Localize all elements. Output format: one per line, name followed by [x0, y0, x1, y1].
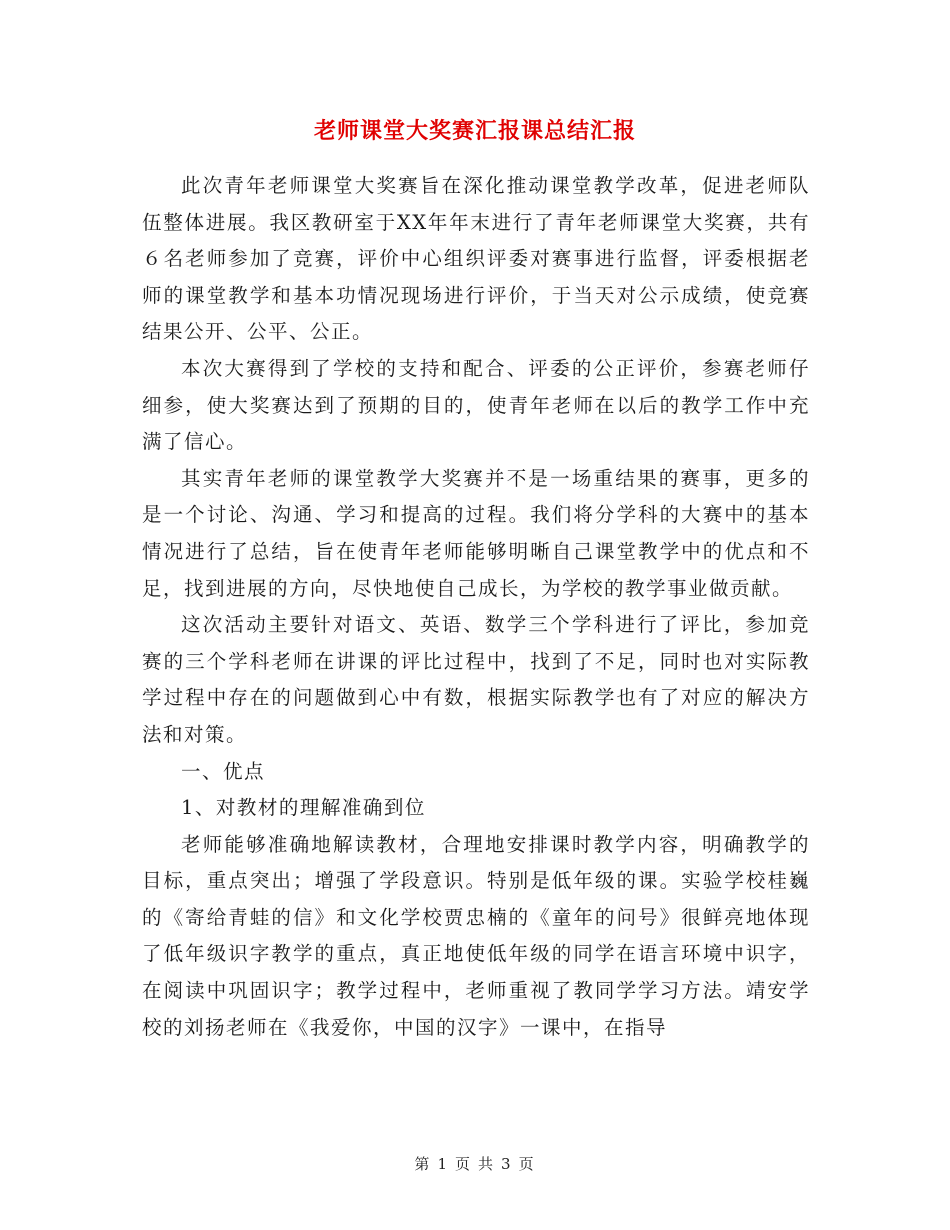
document-body — [142, 168, 810, 1046]
page-footer — [0, 1153, 950, 1174]
footer-prefix: 第 — [414, 1155, 432, 1173]
footer-page-label: 页 — [454, 1155, 472, 1173]
paragraph-process: 其实青年老师的课堂教学大奖赛并不是一场重结果的赛事，更多的是一个讨论、沟通、学习和提高的过程。我们将分学科的大赛中的基本情况进行了总结，旨在使青年老师能够明晰自己课堂教学中的优点和不足，找到进展的方向，尽快地使自己成长，为学校的教学事业做贡献。 — [142, 466, 810, 600]
paragraph-intro: 此次青年老师课堂大奖赛旨在深化推动课堂教学改革，促进老师队伍整体进展。我区教研室于XX年年末进行了青年老师课堂大奖赛，共有６名老师参加了竞赛，评价中心组织评委对赛事进行监督，评委根据老师的课堂教学和基本功情况现场进行评价，于当天对公示成绩，使竞赛结果公开、公平、公正。 — [142, 174, 810, 344]
footer-total-pages: 3 — [501, 1155, 513, 1173]
section-heading-strengths: 一、优点 — [181, 759, 266, 783]
footer-total-prefix: 共 — [478, 1155, 496, 1173]
paragraph-textbook-detail: 老师能够准确地解读教材，合理地安排课时教学内容，明确教学的目标，重点突出；增强了学段意识。特别是低年级的课。实验学校桂巍的《寄给青蛙的信》和文化学校贾忠楠的《童年的问号》很鲜亮地体现了低年级识字教学的重点，真正地使低年级的同学在语言环境中识字，在阅读中巩固识字；教学过程中，老师重视了教同学学习方法。靖安学校的刘扬老师在《我爱你，中国的汉字》一课中，在指导 — [142, 832, 810, 1039]
paragraph-subjects: 这次活动主要针对语文、英语、数学三个学科进行了评比，参加竞赛的三个学科老师在讲课的评比过程中，找到了不足，同时也对实际教学过程中存在的问题做到心中有数，根据实际教学也有了对应的解决方法和对策。 — [142, 613, 810, 746]
footer-suffix: 页 — [518, 1155, 536, 1173]
paragraph-support: 本次大赛得到了学校的支持和配合、评委的公正评价，参赛老师仔细参，使大奖赛达到了预期的目的，使青年老师在以后的教学工作中充满了信心。 — [142, 356, 810, 454]
document-title: 老师课堂大奖赛汇报课总结汇报 — [313, 118, 636, 144]
subheading-textbook: 1、对教材的理解准确到位 — [181, 796, 426, 820]
footer-current-page: 1 — [437, 1155, 449, 1173]
